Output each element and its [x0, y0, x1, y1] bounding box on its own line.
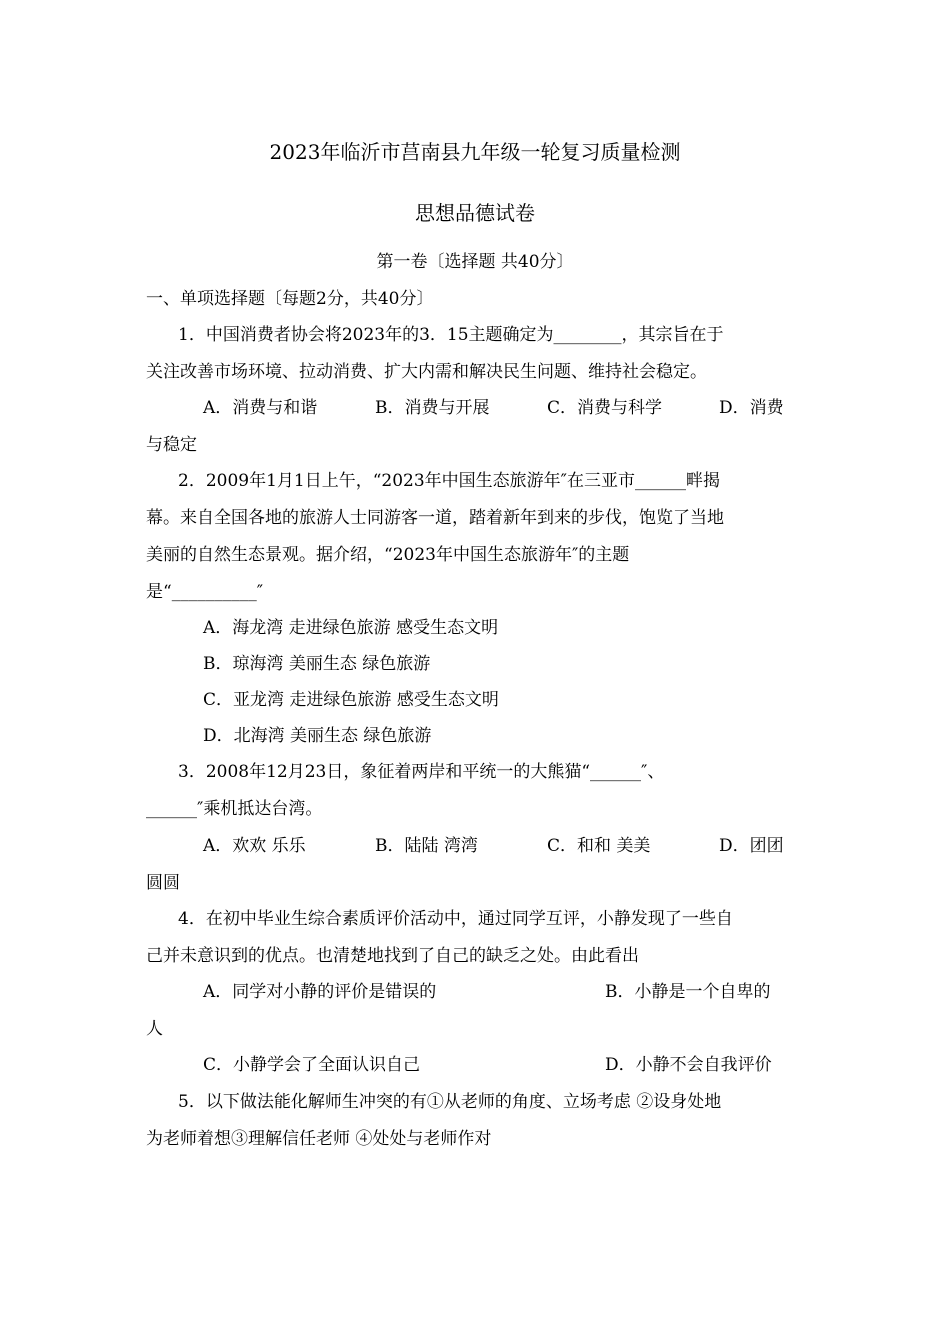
question-1-option-tail: 与稳定	[146, 435, 197, 455]
question-3-option-c: C．和和 美美	[547, 836, 651, 856]
exam-subtitle: 思想品德试卷	[415, 201, 535, 225]
question-4-option-c: C．小静学会了全面认识自己	[203, 1055, 421, 1075]
question-2-option-b: B．琼海湾 美丽生态 绿色旅游	[203, 654, 431, 674]
question-1-option-c: C．消费与科学	[547, 398, 663, 418]
volume-heading: 第一卷〔选择题 共40分〕	[376, 252, 574, 272]
question-1-option-b: B．消费与开展	[375, 398, 490, 418]
question-4-option-b: B．小静是一个自卑的	[605, 982, 771, 1002]
question-2-line-2: 幕。来自全国各地的旅游人士同游客一道，踏着新年到来的步伐，饱览了当地	[146, 508, 724, 528]
question-1-line-2: 关注改善市场环境、拉动消费、扩大内需和解决民生问题、维持社会稳定。	[146, 362, 707, 382]
question-3-option-tail: 圆圆	[146, 873, 180, 893]
question-1-option-a: A．消费与和谐	[203, 398, 318, 418]
question-4-option-tail: 人	[146, 1019, 163, 1039]
question-3-option-a: A．欢欢 乐乐	[203, 836, 306, 856]
question-1-option-d: D．消费	[719, 398, 784, 418]
section-heading: 一、单项选择题〔每题2分，共40分〕	[146, 289, 434, 309]
question-2-option-c: C．亚龙湾 走进绿色旅游 感受生态文明	[203, 690, 499, 710]
question-2-line-3: 美丽的自然生态景观。据介绍，“2023年中国生态旅游年″的主题	[146, 545, 630, 565]
question-3-line-2: ______″乘机抵达台湾。	[146, 799, 323, 819]
question-3-option-d: D．团团	[719, 836, 784, 856]
question-5-line-1: 5．以下做法能化解师生冲突的有①从老师的角度、立场考虑 ②设身处地	[178, 1092, 722, 1112]
question-2-option-d: D．北海湾 美丽生态 绿色旅游	[203, 726, 432, 746]
question-5-line-2: 为老师着想③理解信任老师 ④处处与老师作对	[146, 1129, 492, 1149]
question-3-option-b: B．陆陆 湾湾	[375, 836, 478, 856]
question-2-option-a: A．海龙湾 走进绿色旅游 感受生态文明	[203, 618, 499, 638]
exam-title: 2023年临沂市莒南县九年级一轮复习质量检测	[269, 140, 681, 164]
question-4-option-a: A．同学对小静的评价是错误的	[203, 982, 437, 1002]
question-4-option-d: D．小静不会自我评价	[605, 1055, 772, 1075]
question-4-line-2: 己并未意识到的优点。也清楚地找到了自己的缺乏之处。由此看出	[146, 946, 639, 966]
question-1-line-1: 1．中国消费者协会将2023年的3．15主题确定为________，其宗旨在于	[178, 325, 724, 345]
question-2-line-1: 2．2009年1月1日上午，“2023年中国生态旅游年″在三亚市______畔揭	[178, 471, 721, 491]
question-4-line-1: 4．在初中毕业生综合素质评价活动中，通过同学互评，小静发现了一些自	[178, 909, 733, 929]
question-2-line-4: 是“__________″	[146, 582, 264, 602]
question-3-line-1: 3．2008年12月23日，象征着两岸和平统一的大熊猫“______″、	[178, 762, 665, 782]
